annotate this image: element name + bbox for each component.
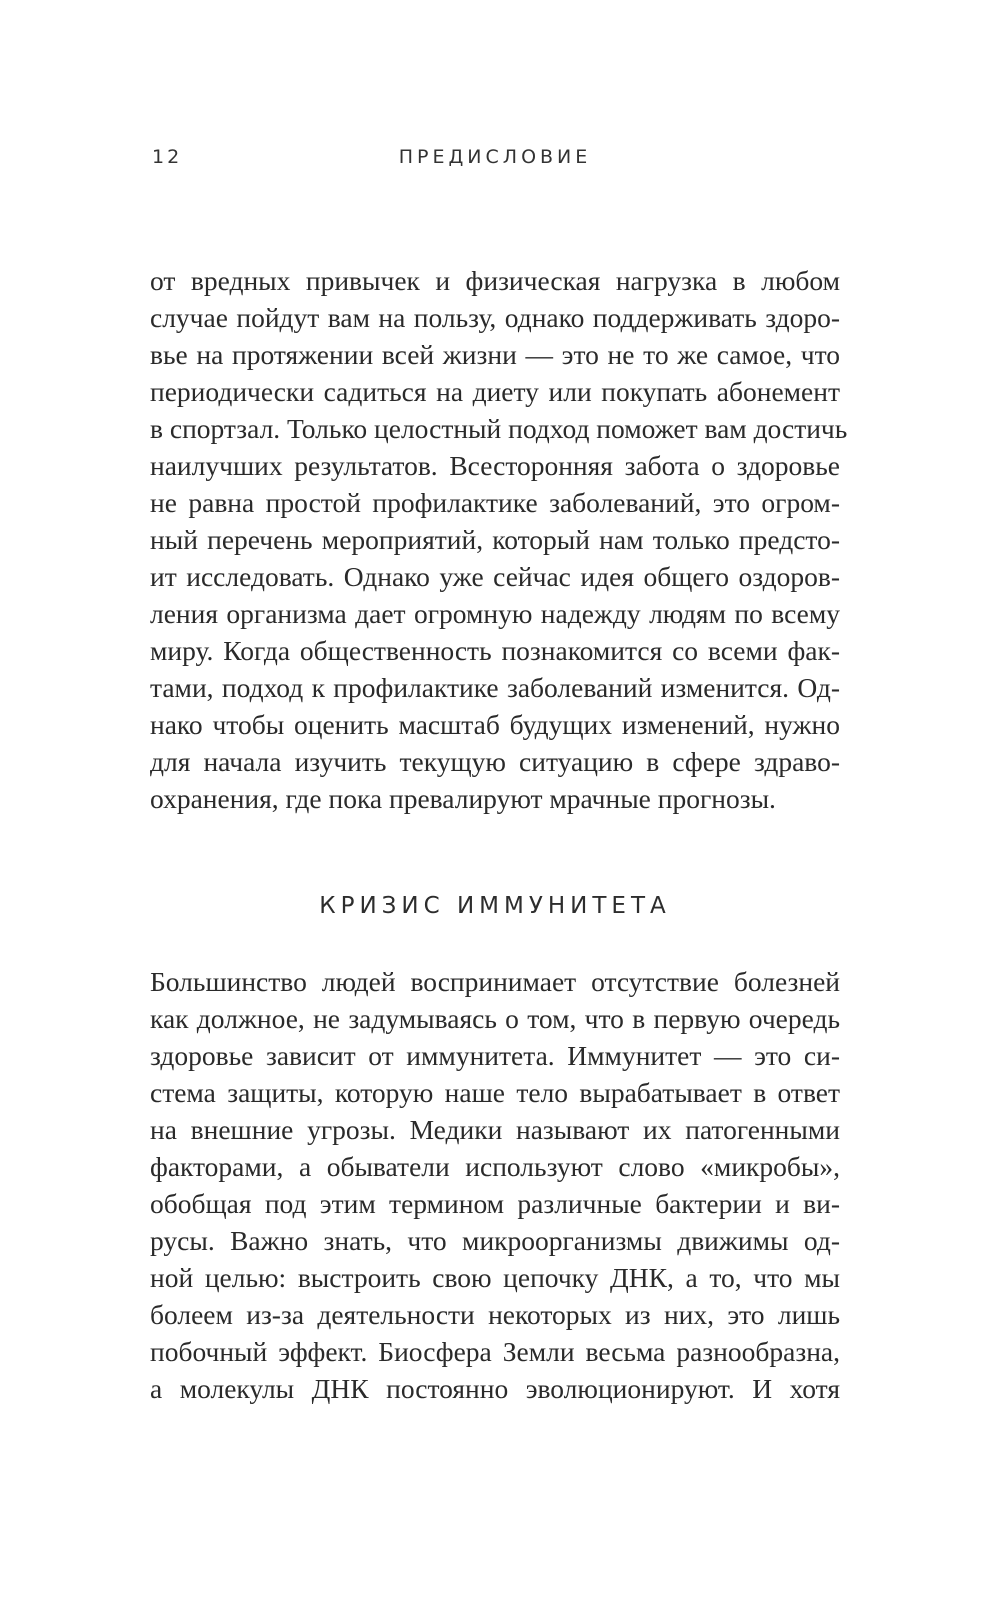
section-heading: КРИЗИС ИММУНИТЕТА [319,893,671,919]
text-line: случае пойдут вам на пользу, однако поддерживать здоро- [150,302,840,333]
text-line: вье на протяжении всей жизни — это не то же самое, что [150,339,840,370]
running-head [150,146,840,176]
running-title: ПРЕДИСЛОВИЕ [398,146,592,168]
text-line: миру. Когда общественность познакомится со всеми фак- [150,635,840,666]
text-line: Большинство людей воспринимает отсутствие болезней [150,966,840,997]
text-line: обобщая под этим термином различные бактерии и ви- [150,1188,840,1219]
paragraph-1 [150,262,848,817]
text-line: периодически садиться на диету или покупать абонемент [150,376,840,407]
text-line: для начала изучить текущую ситуацию в сфере здраво- [150,746,840,777]
text-line: здоровье зависит от иммунитета. Иммунитет — это си- [150,1040,840,1071]
paragraph-2 [150,963,840,1407]
text-line: ит исследовать. Однако уже сейчас идея общего оздоров- [150,561,840,592]
text-line: ления организма дает огромную надежду людям по всему [150,598,840,629]
text-line: в спортзал. Только целостный подход поможет вам достичь [150,413,848,444]
text-line: на внешние угрозы. Медики называют их патогенными [150,1114,840,1145]
page-number: 12 [152,146,183,168]
text-line: нако чтобы оценить масштаб будущих изменений, нужно [150,709,840,740]
text-line: наилучших результатов. Всесторонняя забота о здоровье [150,450,840,481]
text-line: стема защиты, которую наше тело вырабатывает в ответ [150,1077,840,1108]
text-line: побочный эффект. Биосфера Земли весьма разнообразна, [150,1336,840,1367]
text-line: а молекулы ДНК постоянно эволюционируют. И хотя [150,1373,840,1404]
text-line: не равна простой профилактике заболеваний, это огром- [150,487,840,518]
text-line: болеем из-за деятельности некоторых из них, это лишь [150,1299,840,1330]
text-line: ный перечень мероприятий, который нам только предсто- [150,524,840,555]
text-line: факторами, а обыватели используют слово «микробы», [150,1151,840,1182]
text-line: ной целью: выстроить свою цепочку ДНК, а то, что мы [150,1262,840,1293]
text-line: тами, подход к профилактике заболеваний изменится. Од- [150,672,840,703]
text-line: как должное, не задумываясь о том, что в первую очередь [150,1003,840,1034]
text-line: русы. Важно знать, что микроорганизмы движимы од- [150,1225,840,1256]
text-line: от вредных привычек и физическая нагрузка в любом [150,265,840,296]
text-line: охранения, где пока превалируют мрачные прогнозы. [150,783,776,814]
